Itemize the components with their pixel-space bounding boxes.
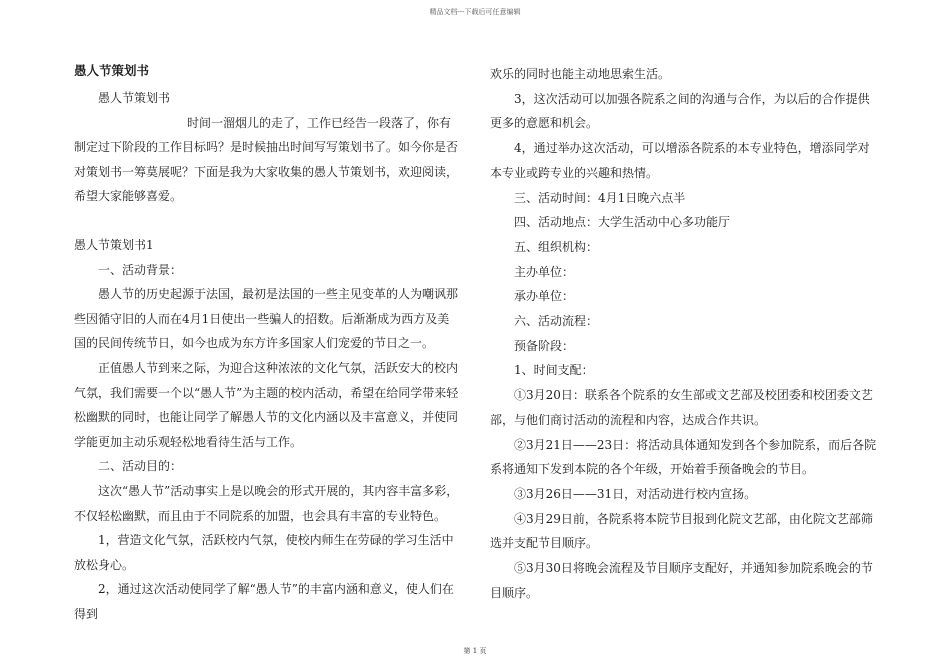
schedule-item-4: ④3月29日前，各院系将本院节目报到化院文艺部，由化院文艺部筛选并支配节目顺序。	[490, 511, 873, 551]
paragraph-history: 愚人节的历史起源于法国，最初是法国的一些主见变革的人为嘲讽那些因循守旧的人而在4月1日使出一些骗人的招数。后渐渐成为西方及美国的民间传统节日，如今也成为东方许多国家人们宠爱的节日之一。	[74, 287, 459, 351]
left-column	[74, 60, 460, 626]
schedule-item-1: ①3月20日：联系各个院系的女生部或文艺部及校团委和校团委文艺部，与他们商讨活动的流程和内容，达成合作共识。	[490, 388, 873, 427]
preparation-stage: 预备阶段：	[514, 338, 575, 353]
document-title: 愚人节策划书	[74, 63, 150, 78]
heading-background: 一、活动背景：	[98, 262, 183, 277]
host-unit: 主办单位：	[514, 264, 575, 279]
activity-location: 四、活动地点：大学生活动中心多功能厅	[514, 215, 731, 230]
organizer-unit: 承办单位：	[514, 289, 575, 304]
page-header: 精品文档---下载后可任意编辑	[429, 8, 521, 16]
paragraph-format: 这次“愚人节”活动事实上是以晚会的形式开展的，其内容丰富多彩，不仅轻松幽默，而且由于不同院系的加盟，也会具有丰富的专业特色。	[74, 483, 459, 523]
intro-paragraph: 时间一溜烟儿的走了，工作已经告一段落了，你有制定过下阶段的工作目标吗？是时候抽出时间写写策划书了。如今你是否对策划书一筹莫展呢？下面是我为大家收集的愚人节策划书，欢迎阅读，希望大家能够喜爱。	[74, 115, 459, 204]
page-number: 第 1 页	[463, 647, 487, 655]
schedule-item-2: ②3月21日——23日：将活动具体通知发到各个参加院系，而后各院系将通知下发到本院的各个年级，开始着手预备晚会的节目。	[490, 437, 877, 477]
schedule-item-3: ③3月26日——31日，对活动进行校内宣扬。	[514, 486, 757, 501]
right-column	[490, 62, 880, 605]
schedule-heading: 1、时间支配：	[514, 363, 594, 378]
heading-process: 六、活动流程：	[514, 314, 599, 329]
paragraph-continued: 欢乐的同时也能主动地思索生活。	[490, 67, 671, 81]
purpose-item-2: 2，通过这次活动使同学了解“愚人节”的丰富内涵和意义，使人们在得到	[74, 582, 454, 621]
heading-organization: 五、组织机构：	[514, 239, 599, 254]
paragraph-occasion: 正值愚人节到来之际，为迎合这种浓浓的文化气氛，活跃安大的校内气氛，我们需要一个以“愚人节”为主题的校内活动，希望在给同学带来轻松幽默的同时，也能让同学了解愚人节的文化内涵以及丰富意义，并使同学能更加主动乐观轻松地看待生活与工作。	[74, 360, 459, 449]
section-title: 愚人节策划书1	[74, 237, 154, 252]
heading-purpose: 二、活动目的：	[98, 459, 183, 474]
activity-time: 三、活动时间：4月1日晚六点半	[514, 190, 686, 205]
purpose-item-4: 4，通过举办这次活动，可以增添各院系的本专业特色，增添同学对本专业或跨专业的兴趣和热情。	[490, 141, 870, 180]
purpose-item-1: 1，营造文化气氛，活跃校内气氛，使校内师生在劳碌的学习生活中放松身心。	[74, 533, 454, 572]
subtitle: 愚人节策划书	[98, 91, 171, 105]
spacer	[74, 209, 460, 233]
purpose-item-3: 3，这次活动可以加强各院系之间的沟通与合作，为以后的合作提供更多的意愿和机会。	[490, 91, 870, 131]
schedule-item-5: ⑤3月30日将晚会流程及节目顺序支配好，并通知参加院系晚会的节目顺序。	[490, 561, 873, 600]
